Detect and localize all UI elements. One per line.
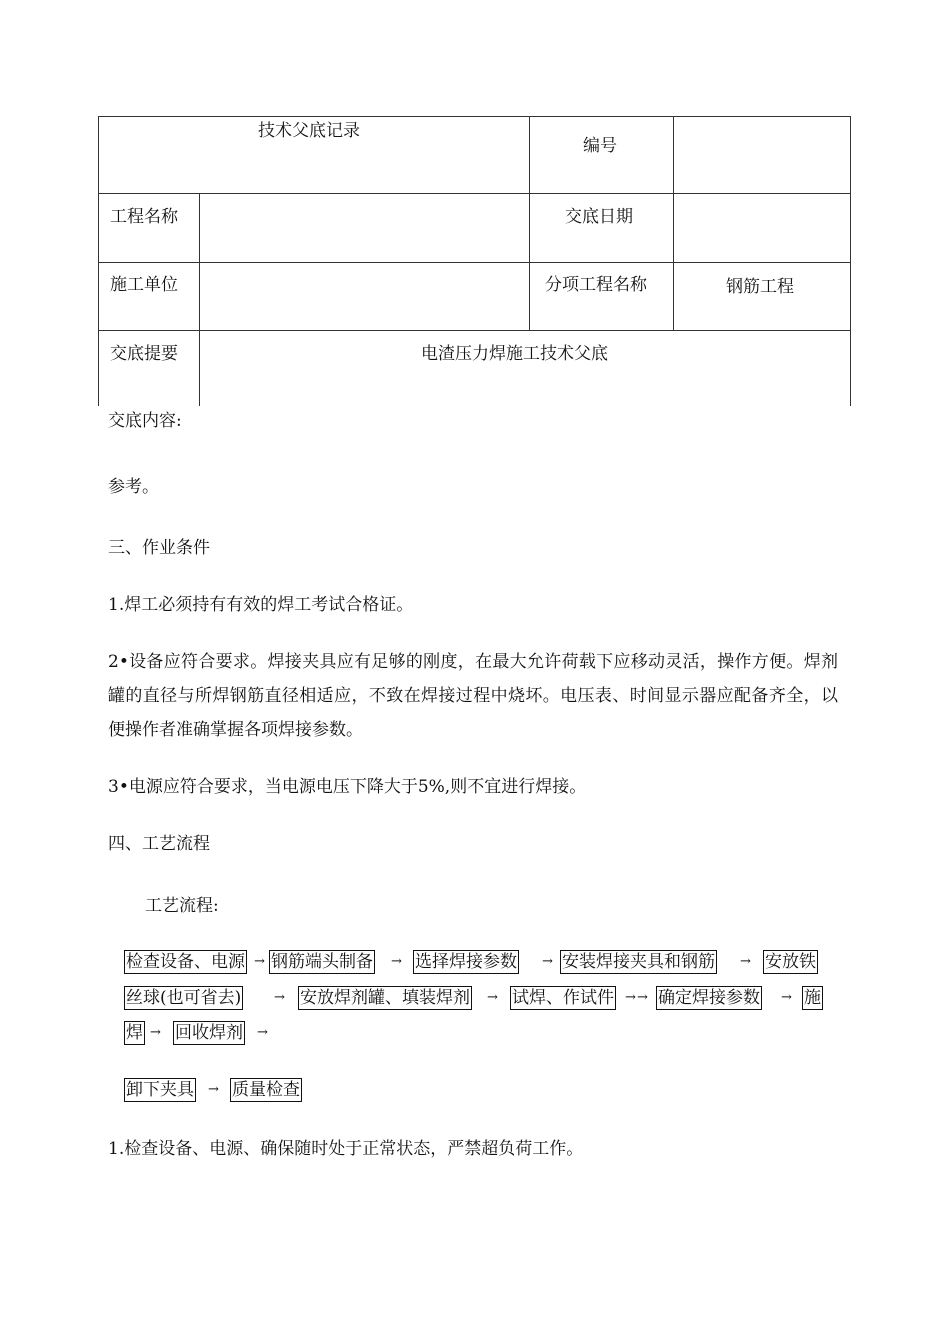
table-border-right xyxy=(850,116,851,406)
flow-step: 检查设备、电源 xyxy=(126,952,245,972)
flow-step: 选择焊接参数 xyxy=(415,952,517,972)
table-border-top xyxy=(98,116,851,117)
date-label: 交底日期 xyxy=(565,207,633,227)
flow-arrow: → xyxy=(637,990,648,1005)
flow-arrow: → xyxy=(257,1025,268,1040)
project-name-label: 工程名称 xyxy=(110,207,178,227)
table-row-divider xyxy=(98,193,851,194)
item-3: 3•电源应符合要求，当电源电压下降大于5%,则不宜进行焊接。 xyxy=(108,777,587,797)
reference-text: 参考。 xyxy=(108,477,159,497)
flow-arrow: → xyxy=(391,954,402,969)
flow-arrow: → xyxy=(208,1082,219,1097)
flow-label: 工艺流程: xyxy=(145,896,219,916)
flow-arrow: → xyxy=(254,954,265,969)
item-1: 1.焊工必须持有有效的焊工考试合格证。 xyxy=(108,595,414,615)
flow-step: 安装焊接夹具和钢筋 xyxy=(562,952,715,972)
flow-arrow: → xyxy=(625,990,636,1005)
flow-arrow: → xyxy=(487,990,498,1005)
summary-value: 电渣压力焊施工技术父底 xyxy=(421,344,608,364)
table-row-divider xyxy=(98,262,851,263)
flow-arrow: → xyxy=(542,954,553,969)
content-label: 交底内容: xyxy=(108,411,182,431)
flow-step: 丝球(也可省去) xyxy=(126,988,242,1008)
flow-step: 回收焊剂 xyxy=(175,1023,243,1043)
sub-project-label: 分项工程名称 xyxy=(545,275,647,295)
flow-step: 质量检查 xyxy=(232,1080,300,1100)
flow-step: 安放铁 xyxy=(765,952,816,972)
item-2: 2•设备应符合要求。焊接夹具应有足够的刚度，在最大允许荷载下应移动灵活，操作方便。焊剂罐的直径与所焊钢筋直径相适应，不致在焊接过程中烧坏。电压表、时间显示器应配备齐全，以便操作者准确掌握各项焊接参数。 xyxy=(108,652,838,740)
table-border-left xyxy=(98,116,99,406)
flow-step: 安放焊剂罐、填装焊剂 xyxy=(300,988,470,1008)
table-row-divider xyxy=(98,330,851,331)
table-col-divider xyxy=(529,116,530,331)
flow-step: 试焊、作试件 xyxy=(512,988,614,1008)
flow-arrow: → xyxy=(781,990,792,1005)
table-col-divider xyxy=(673,116,674,331)
table-title: 技术父底记录 xyxy=(258,121,360,141)
flow-step: 焊 xyxy=(126,1023,143,1043)
table-col-divider xyxy=(199,193,200,406)
flow-arrow: → xyxy=(150,1025,161,1040)
flow-arrow: → xyxy=(274,990,285,1005)
flow-step: 确定焊接参数 xyxy=(658,988,760,1008)
summary-label: 交底提要 xyxy=(110,344,178,364)
flow-step: 卸下夹具 xyxy=(126,1080,194,1100)
step-1-text: 1.检查设备、电源、确保随时处于正常状态，严禁超负荷工作。 xyxy=(108,1139,584,1159)
sub-project-value: 钢筋工程 xyxy=(726,277,794,297)
unit-label: 施工单位 xyxy=(110,275,178,295)
header-table xyxy=(98,116,851,406)
flow-step: 施 xyxy=(804,988,821,1008)
section4-heading: 四、工艺流程 xyxy=(108,834,210,854)
flow-step: 钢筋端头制备 xyxy=(271,952,373,972)
section3-heading: 三、作业条件 xyxy=(108,538,210,558)
number-label: 编号 xyxy=(583,136,617,156)
flow-arrow: → xyxy=(740,954,751,969)
